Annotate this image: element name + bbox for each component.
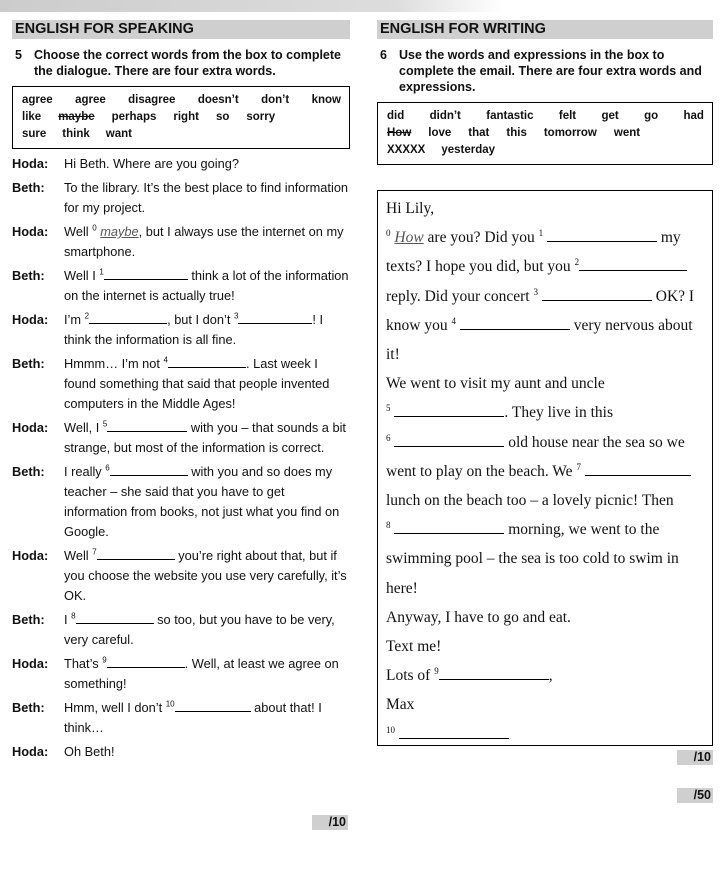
dialogue-line xyxy=(12,222,350,262)
word: had xyxy=(683,110,704,122)
speaking-instruction xyxy=(12,47,350,79)
gap-number: 8 xyxy=(71,611,76,621)
answer-blank[interactable] xyxy=(394,402,504,417)
word: so xyxy=(215,111,230,123)
word-row xyxy=(22,92,341,109)
gap-number: 1 xyxy=(538,228,544,239)
word: tomorrow xyxy=(543,127,597,139)
answer-blank[interactable] xyxy=(579,256,687,271)
gap-number: 6 xyxy=(386,432,391,443)
word: doesn’t xyxy=(197,94,239,106)
gap-number: 7 xyxy=(576,461,581,472)
answer-blank[interactable] xyxy=(107,418,187,432)
speaker: Hoda: xyxy=(12,656,49,671)
answer-blank[interactable] xyxy=(107,654,185,668)
speaker: Hoda: xyxy=(12,420,49,435)
dialogue-line xyxy=(12,178,350,218)
word: get xyxy=(601,110,619,122)
speech: Hi Beth. Where are you going? xyxy=(64,156,239,171)
answer-blank[interactable] xyxy=(542,286,652,301)
speaking-title: ENGLISH FOR SPEAKING xyxy=(12,20,350,39)
gap-number: 3 xyxy=(233,311,239,321)
gap-number: 4 xyxy=(163,355,168,365)
speaker: Hoda: xyxy=(12,156,49,171)
word-row xyxy=(387,142,704,159)
email-line: Text me! xyxy=(386,638,442,656)
gap-number: 10 xyxy=(386,724,395,735)
dialogue-line xyxy=(12,610,350,650)
top-decor-bar xyxy=(0,0,720,12)
gap-number: 4 xyxy=(451,315,456,326)
email-line: know you $^4$ very nervous about xyxy=(386,315,693,334)
word-used: How xyxy=(387,127,412,139)
dialogue-line xyxy=(12,742,350,762)
email-line: texts? I hope you did, but you $^2$ xyxy=(386,252,704,281)
speech: I’m $^2$ , but I don’t $^3$ ! I think the information is all fine. xyxy=(64,311,324,347)
instruction-number: 6 xyxy=(380,48,387,62)
word-row xyxy=(22,126,341,143)
email-line: lunch on the beach too – a lovely picnic! Then xyxy=(386,492,674,510)
speaker: Beth: xyxy=(12,356,45,371)
instruction-text: Choose the correct words from the box to complete the dialogue. There are four extra words. xyxy=(34,48,341,78)
dialogue-line xyxy=(12,354,350,414)
instruction-number: 5 xyxy=(15,48,22,62)
answer-blank[interactable] xyxy=(439,665,549,680)
dialogue-line xyxy=(12,154,350,174)
gap-number: 8 xyxy=(386,520,391,531)
total-score-box: /50 xyxy=(677,788,713,803)
email-line: it! xyxy=(386,346,400,364)
word-row xyxy=(22,109,341,126)
speaker: Beth: xyxy=(12,268,45,283)
writing-word-box xyxy=(377,102,713,165)
email-line: here! xyxy=(386,579,418,597)
email-line: $^5$ . They live in this xyxy=(386,403,614,422)
speech: Hmmm… I’m not $^4$ . Last week I found something that said that people invented computers in the Middle Ages! xyxy=(64,355,330,411)
speaker: Hoda: xyxy=(12,224,49,239)
speaker: Beth: xyxy=(12,700,45,715)
word: that xyxy=(468,127,490,139)
speaking-score-box: /10 xyxy=(312,815,348,830)
writing-score-box: /10 xyxy=(677,750,713,765)
answer-blank[interactable] xyxy=(399,724,509,739)
email-line: $^8$ morning, we went to the xyxy=(386,520,660,539)
word: didn’t xyxy=(429,110,461,122)
answer-blank[interactable] xyxy=(168,354,246,368)
speaker: Beth: xyxy=(12,612,45,627)
word: sure xyxy=(22,128,47,140)
word: felt xyxy=(558,110,577,122)
dialogue xyxy=(12,154,350,762)
gap-number: 2 xyxy=(84,311,90,321)
speech: Well I $^1$ think a lot of the information on the internet is actually true! xyxy=(64,267,349,303)
dialogue-line xyxy=(12,698,350,738)
email-line: Max xyxy=(386,696,415,714)
word: XXXXX xyxy=(387,144,426,156)
answer-blank[interactable] xyxy=(89,310,167,324)
answer-blank[interactable] xyxy=(97,546,175,560)
email-line: reply. Did your concert $^3$ OK? I xyxy=(386,286,695,305)
word: right xyxy=(173,111,199,123)
example-answer: How xyxy=(394,229,424,247)
word: like xyxy=(22,111,42,123)
gap-number: 7 xyxy=(92,547,97,557)
answer-blank[interactable] xyxy=(238,310,312,324)
word: agree xyxy=(75,94,106,106)
email-line xyxy=(386,720,704,749)
dialogue-line xyxy=(12,418,350,458)
writing-instruction xyxy=(377,47,713,95)
speech: Oh Beth! xyxy=(64,744,115,759)
instruction-text: Use the words and expressions in the box to complete the email. There are four extra words and expressions. xyxy=(399,48,702,94)
speech: To the library. It’s the best place to find information for my project. xyxy=(64,180,349,215)
word: want xyxy=(105,128,132,140)
email-line: We went to visit my aunt and uncle xyxy=(386,375,605,393)
speech: I $^8$ so too, but you have to be very, very careful. xyxy=(64,611,335,647)
speaker: Hoda: xyxy=(12,744,49,759)
speaker: Beth: xyxy=(12,464,45,479)
word: went xyxy=(613,127,641,139)
word: fantastic xyxy=(486,110,534,122)
word: did xyxy=(387,110,405,122)
writing-section xyxy=(377,20,713,746)
writing-title: ENGLISH FOR WRITING xyxy=(377,20,713,39)
word: agree xyxy=(22,94,53,106)
email-line: swimming pool – the sea is too cold to swim in xyxy=(386,550,679,568)
gap-number: 9 xyxy=(434,666,439,677)
speaker: Beth: xyxy=(12,180,45,195)
gap-number: 6 xyxy=(105,463,110,473)
speaking-word-box xyxy=(12,86,350,149)
dialogue-line xyxy=(12,310,350,350)
word-used: maybe xyxy=(58,111,95,123)
speech: Well, I $^5$ with you – that sounds a bit strange, but most of the information is correct. xyxy=(64,419,346,455)
speaker: Hoda: xyxy=(12,312,49,327)
email-line: $^6$ old house near the sea so we xyxy=(386,432,685,451)
speaking-section xyxy=(12,20,350,766)
gap-number: 10 xyxy=(165,699,175,709)
email-box xyxy=(377,190,713,746)
word: perhaps xyxy=(111,111,157,123)
gap-number: 9 xyxy=(102,655,107,665)
gap-number: 5 xyxy=(386,403,391,414)
speech: That’s $^9$ . Well, at least we agree on something! xyxy=(64,655,339,691)
email-line: went to play on the beach. We $^7$ xyxy=(386,457,704,486)
answer-blank[interactable] xyxy=(460,315,570,330)
word: think xyxy=(62,128,90,140)
word: don’t xyxy=(261,94,290,106)
answer-blank[interactable] xyxy=(175,698,251,712)
word: go xyxy=(644,110,659,122)
speech: Well $^7$ you’re right about that, but if you choose the website you use very carefully, it’s OK. xyxy=(64,547,347,603)
word: love xyxy=(428,127,452,139)
speech: Well $^0$ maybe, but I always use the internet on my smartphone. xyxy=(64,223,344,259)
gap-number: 0 xyxy=(92,223,97,233)
gap-number: 2 xyxy=(574,257,580,268)
answer-blank[interactable] xyxy=(394,519,504,534)
answer-blank[interactable] xyxy=(585,461,691,476)
dialogue-line xyxy=(12,546,350,606)
email-line: Anyway, I have to go and eat. xyxy=(386,608,571,626)
word: sorry xyxy=(246,111,276,123)
answer-blank[interactable] xyxy=(76,610,154,624)
word: know xyxy=(311,94,341,106)
gap-number: 5 xyxy=(102,419,108,429)
word: disagree xyxy=(128,94,176,106)
dialogue-line xyxy=(12,266,350,306)
answer-blank[interactable] xyxy=(110,462,188,476)
word: yesterday xyxy=(441,144,496,156)
gap-number: 0 xyxy=(386,228,391,239)
answer-blank[interactable] xyxy=(547,227,657,242)
gap-number: 3 xyxy=(533,286,538,297)
email-line: Hi Lily, xyxy=(386,200,435,217)
gap-number: 1 xyxy=(99,267,104,277)
email-line: Lots of $^9$ , xyxy=(386,666,553,685)
word-row xyxy=(387,108,704,125)
word: this xyxy=(506,127,527,139)
dialogue-line xyxy=(12,462,350,542)
speech: Hmm, well I don’t $^{10}$ about that! I think… xyxy=(64,699,322,735)
email-line: $^0$ How are you? Did you $^1$ my xyxy=(386,228,681,247)
word-row xyxy=(387,125,704,142)
dialogue-line xyxy=(12,654,350,694)
speech: I really $^6$ with you and so does my teacher – she said that you have to get information from books, not just what you find on Google. xyxy=(64,463,340,539)
answer-blank[interactable] xyxy=(394,432,504,447)
example-answer: maybe xyxy=(100,224,139,239)
speaker: Hoda: xyxy=(12,548,49,563)
answer-blank[interactable] xyxy=(104,266,188,280)
